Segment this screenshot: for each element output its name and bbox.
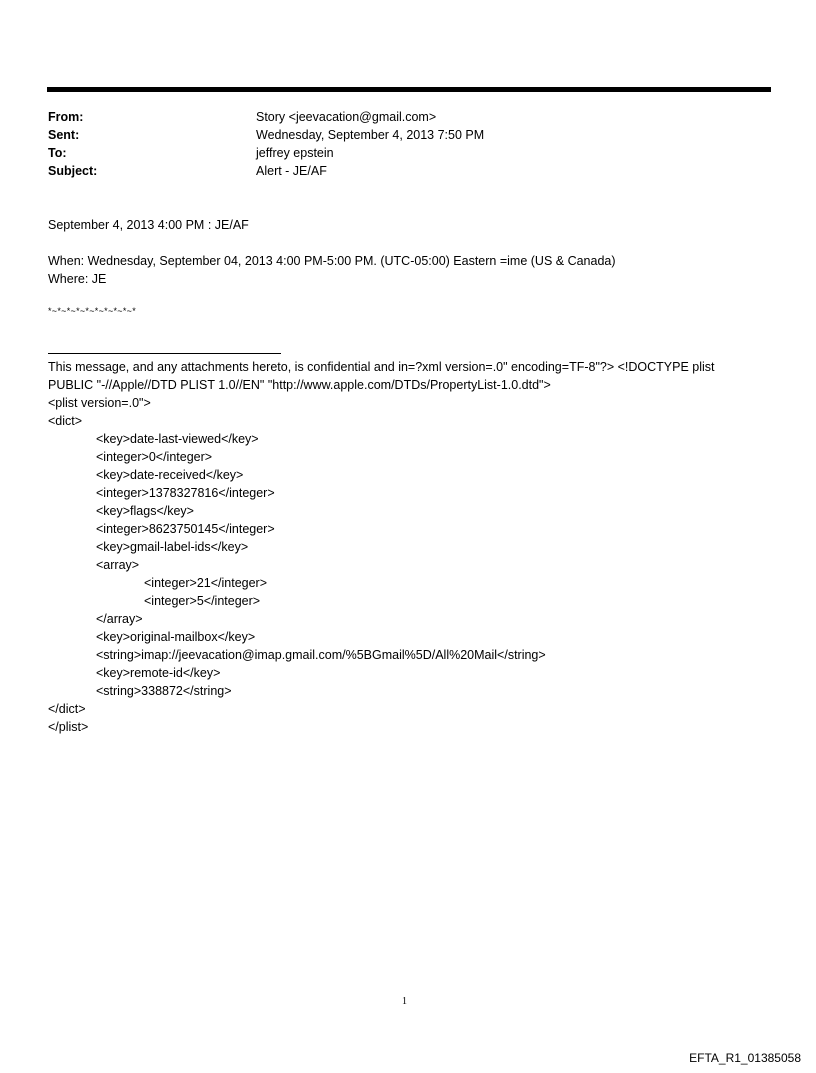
to-label: To:	[48, 146, 67, 160]
plist-key: <key>date-last-viewed</key>	[96, 432, 259, 446]
to-row	[48, 144, 484, 162]
plist-key: <key>original-mailbox</key>	[96, 630, 256, 644]
plist-key: <key>gmail-label-ids</key>	[96, 540, 249, 554]
plist-value: <integer>1378327816</integer>	[96, 486, 275, 500]
when-line: When: Wednesday, September 04, 2013 4:00 PM-5:00 PM. (UTC-05:00) Eastern =ime (US & Canada)	[48, 254, 616, 268]
from-label: From:	[48, 110, 84, 124]
plist-value: <integer>8623750145</integer>	[96, 522, 275, 536]
subject-label: Subject:	[48, 164, 98, 178]
header-divider	[47, 87, 771, 92]
plist-array-close: </array>	[96, 612, 143, 626]
dict-open: <dict>	[48, 414, 83, 428]
from-row	[48, 108, 484, 126]
sent-value: Wednesday, September 4, 2013 7:50 PM	[256, 128, 485, 142]
from-value: Story <jeevacation@gmail.com>	[256, 110, 437, 124]
plist-close: </plist>	[48, 720, 89, 734]
event-line: September 4, 2013 4:00 PM : JE/AF	[48, 218, 249, 232]
plist-value: <string>338872</string>	[96, 684, 232, 698]
plist-array-open: <array>	[96, 558, 140, 572]
plist-value: <integer>5</integer>	[144, 594, 261, 608]
disclaimer-divider	[48, 353, 281, 354]
plist-key: <key>date-received</key>	[96, 468, 244, 482]
disclaimer-line: PUBLIC "-//Apple//DTD PLIST 1.0//EN" "http://www.apple.com/DTDs/PropertyList-1.0.dtd">	[48, 378, 551, 392]
plist-value: <integer>0</integer>	[96, 450, 213, 464]
dict-close: </dict>	[48, 702, 86, 716]
page-number: 1	[402, 996, 407, 1007]
where-line: Where: JE	[48, 272, 107, 286]
plist-value: <integer>21</integer>	[144, 576, 268, 590]
plist-key: <key>remote-id</key>	[96, 666, 221, 680]
disclaimer-block	[48, 358, 768, 736]
star-separator: *~*~*~*~*~*~*~*~*~*	[48, 306, 137, 316]
plist-value: <string>imap://jeevacation@imap.gmail.com/%5BGmail%5D/All%20Mail</string>	[96, 648, 546, 662]
subject-row	[48, 162, 484, 180]
plist-key: <key>flags</key>	[96, 504, 194, 518]
document-id: EFTA_R1_01385058	[689, 1051, 801, 1065]
to-value: jeffrey epstein	[256, 146, 334, 160]
plist-open: <plist version=.0">	[48, 396, 151, 410]
subject-value: Alert - JE/AF	[256, 164, 327, 178]
sent-label: Sent:	[48, 128, 80, 142]
disclaimer-line: This message, and any attachments hereto, is confidential and in=?xml version=.0" encoding=TF-8"?> <!DOCTYPE plist	[48, 360, 715, 374]
sent-row	[48, 126, 484, 144]
email-header	[48, 108, 484, 180]
